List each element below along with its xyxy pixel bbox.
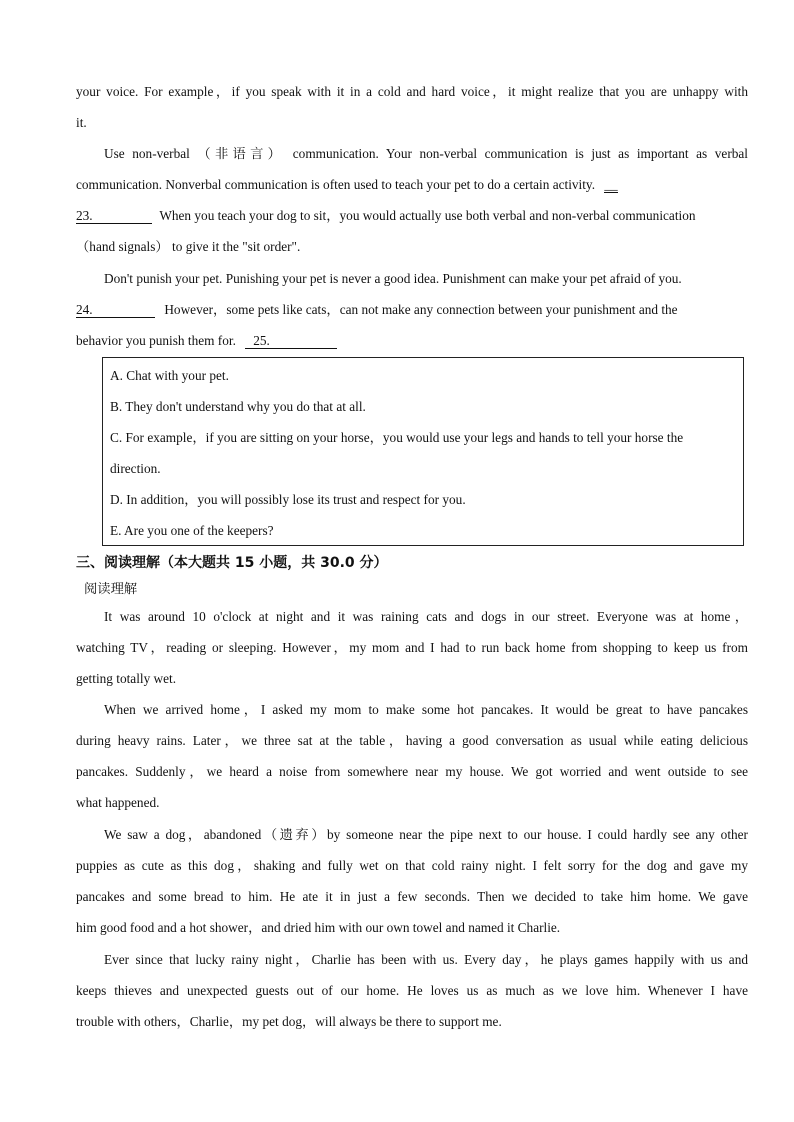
- paragraph-line: [76, 333, 748, 349]
- paragraph-text: However，some pets like cats，can not make any connection between your punishment and the: [164, 302, 678, 317]
- option-c: C. For example，if you are sitting on your horse，you would use your legs and hands to tell your horse the: [110, 430, 684, 445]
- story-line: It was around 10 o'clock at night and it was raining cats and dogs in our street. Everyone was at home，: [104, 609, 748, 624]
- story-line: pancakes. Suddenly，we heard a noise from somewhere near my house. We got worried and went outside to see: [76, 764, 748, 779]
- answer-blank-24[interactable]: 24.: [76, 302, 155, 318]
- story-line: him good food and a hot shower，and dried him with our own towel and named it Charlie.: [76, 920, 561, 935]
- story-line: keeps thieves and unexpected guests out of our home. He loves us as much as we love him. Whenever I have: [76, 983, 748, 998]
- paragraph-text: communication. Nonverbal communication is often used to teach your pet to do a certain activity.: [76, 177, 596, 192]
- paragraph-line: [76, 177, 748, 193]
- paragraph-text: behavior you punish them for.: [76, 333, 236, 348]
- section-subheading: 阅读理解: [84, 582, 138, 597]
- option-b: B. They don't understand why you do that at all.: [110, 399, 366, 414]
- option-c-continued: direction.: [110, 461, 161, 476]
- option-a: A. Chat with your pet.: [110, 368, 229, 383]
- paragraph-line: it.: [76, 115, 87, 130]
- story-line: during heavy rains. Later，we three sat at the table，having a good conversation as usual while eating delicious: [76, 733, 748, 748]
- answer-blank-stub: __: [604, 177, 618, 192]
- story-line: Ever since that lucky rainy night，Charlie has been with us. Every day，he plays games happily with us and: [104, 952, 748, 967]
- story-line: We saw a dog，abandoned（遗弃）by someone near the pipe next to our house. I could hardly see any other: [104, 827, 748, 842]
- paragraph-line: （hand signals） to give it the "sit order".: [76, 239, 301, 254]
- option-e: E. Are you one of the keepers?: [110, 523, 274, 538]
- story-line: puppies as cute as this dog，shaking and fully wet on that cold rainy night. I felt sorry for the dog and gave my: [76, 858, 748, 873]
- paragraph-line: [76, 302, 748, 318]
- paragraph-text: When you teach your dog to sit，you would actually use both verbal and non-verbal communication: [159, 208, 696, 223]
- story-line: trouble with others，Charlie，my pet dog，will always be there to support me.: [76, 1014, 502, 1029]
- options-box: [102, 357, 744, 546]
- story-line: what happened.: [76, 795, 160, 810]
- story-line: getting totally wet.: [76, 671, 177, 686]
- story-line: watching TV，reading or sleeping. However，my mom and I had to run back home from shopping to keep us from: [76, 640, 748, 655]
- section-heading: 三、阅读理解（本大题共 15 小题，共 30.0 分）: [76, 555, 388, 571]
- paragraph-line: [76, 208, 748, 224]
- paragraph-line: Don't punish your pet. Punishing your pet is never a good idea. Punishment can make your pet afraid of you.: [104, 271, 682, 286]
- option-d: D. In addition，you will possibly lose its trust and respect for you.: [110, 492, 466, 507]
- paragraph-line: your voice. For example，if you speak with it in a cold and hard voice，it might realize that you are unhappy with: [76, 84, 748, 99]
- answer-blank-25[interactable]: 25.: [245, 333, 337, 349]
- answer-blank-23[interactable]: 23.: [76, 208, 152, 224]
- story-line: pancakes and some bread to him. He ate it in just a few seconds. Then we decided to take him home. We gave: [76, 889, 748, 904]
- story-line: When we arrived home，I asked my mom to make some hot pancakes. It would be great to have pancakes: [104, 702, 748, 717]
- paragraph-line: Use non-verbal （非语言） communication. Your non-verbal communication is just as important as verbal: [104, 146, 748, 161]
